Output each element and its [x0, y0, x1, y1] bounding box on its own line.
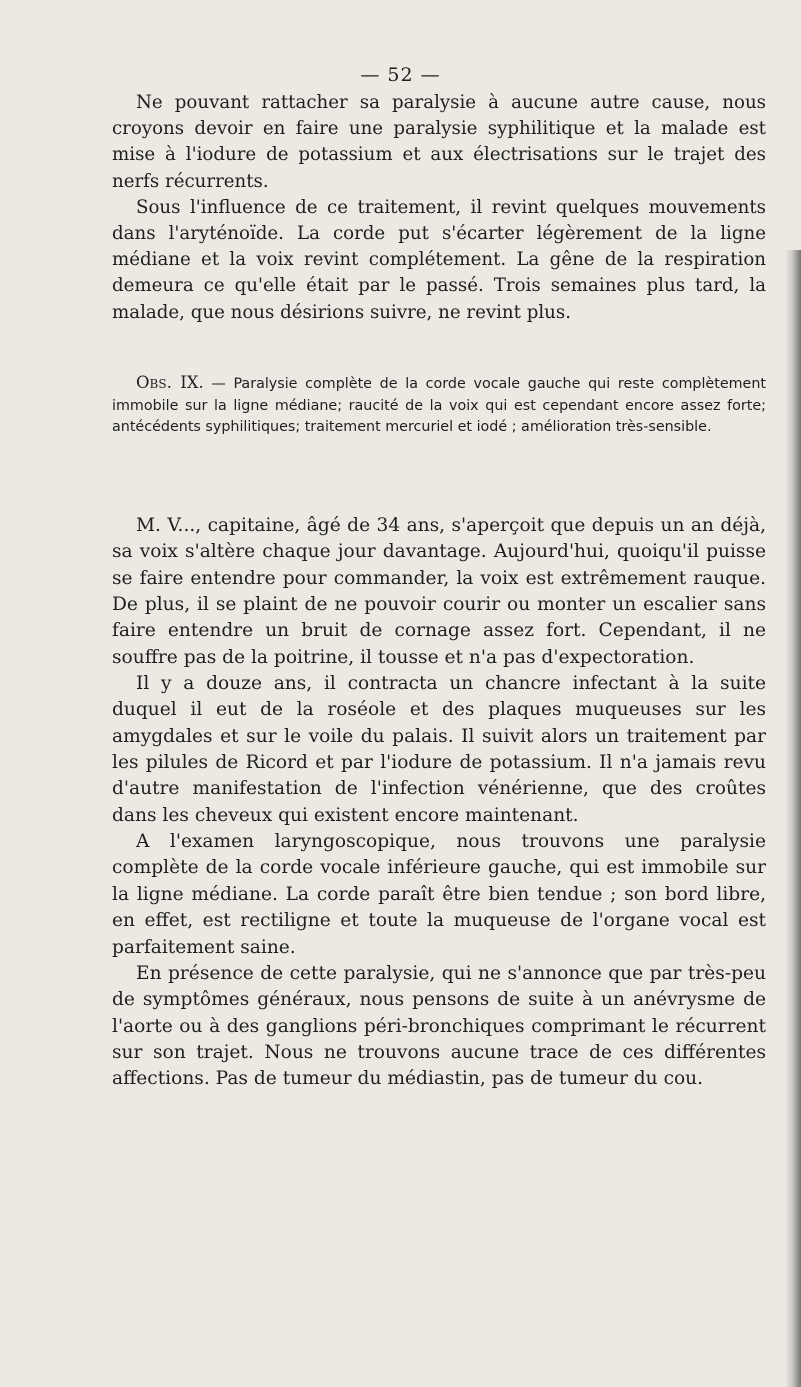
- paragraph: A l'examen laryngoscopique, nous trouvons une paralysie complète de la corde vocale inférieure gauche, qui est immobile sur la ligne médiane. La corde paraît être bien tendue ; son bord libre, en effet, est rectiligne et toute la muqueuse de l'organe vocal est parfaitement saine.: [112, 831, 766, 958]
- intro-text: [112, 90, 766, 326]
- observation-text: — Paralysie complète de la corde vocale gauche qui reste complètement immobile sur la ligne médiane; raucité de la voix qui est cependant encore assez forte; antécédents syphilitiques; traitement mercuriel et iodé ; amélioration très-sensible.: [112, 376, 767, 435]
- page-number: — 52 —: [360, 64, 441, 86]
- observation-summary: [112, 372, 766, 439]
- observation-heading: Obs. IX.: [136, 373, 204, 392]
- page-edge-shadow: [785, 250, 801, 1387]
- paragraph: Sous l'influence de ce traitement, il revint quelques mouvements dans l'aryténoïde. La corde put s'écarter légèrement de la ligne médiane et la voix revint complétement. La gêne de la respiration demeura ce qu'elle était par le passé. Trois semaines plus tard, la malade, que nous désirions suivre, ne revint plus.: [112, 196, 766, 323]
- paragraph: M. V..., capitaine, âgé de 34 ans, s'aperçoit que depuis un an déjà, sa voix s'altère chaque jour davantage. Aujourd'hui, quoiqu'il puisse se faire entendre pour commander, la voix est extrêmement rauque. De plus, il se plaint de ne pouvoir courir ou monter un escalier sans faire entendre un bruit de cornage assez fort. Cependant, il ne souffre pas de la poitrine, il tousse et n'a pas d'expectoration.: [112, 515, 766, 668]
- paragraph: En présence de cette paralysie, qui ne s'annonce que par très-peu de symptômes généraux, nous pensons de suite à un anévrysme de l'aorte ou à des ganglions péri-bronchiques comprimant le récurrent sur son trajet. Nous ne trouvons aucune trace de ces différentes affections. Pas de tumeur du médiastin, pas de tumeur du cou.: [112, 962, 766, 1090]
- paragraph: Il y a douze ans, il contracta un chancre infectant à la suite duquel il eut de la roséole et des plaques muqueuses sur les amygdales et sur le voile du palais. Il suivit alors un traitement par les pilules de Ricord et par l'iodure de potassium. Il n'a jamais revu d'autre manifestation de l'infection vénérienne, que des croûtes dans les cheveux qui existent encore maintenant.: [112, 673, 766, 826]
- paragraph: Ne pouvant rattacher sa paralysie à aucune autre cause, nous croyons devoir en faire une paralysie syphilitique et la malade est mise à l'iodure de potassium et aux électrisations sur le trajet des nerfs récurrents.: [112, 92, 766, 192]
- case-text: [112, 513, 766, 1093]
